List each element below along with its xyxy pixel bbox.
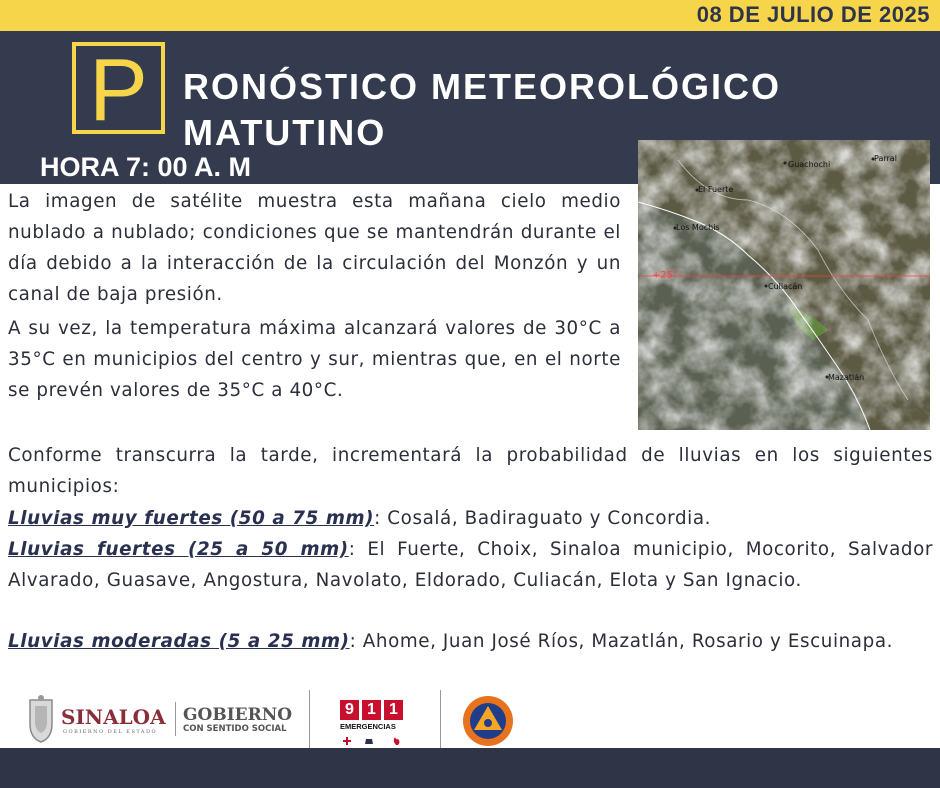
sat-city-parral: Parral xyxy=(874,154,897,163)
gobierno-logo-sub: CON SENTIDO SOCIAL xyxy=(183,724,287,734)
title-line-1: RONÓSTICO METEOROLÓGICO xyxy=(183,66,782,107)
sat-city-mazatlan: Mazatlán xyxy=(828,373,865,382)
sat-city-dot xyxy=(784,162,787,165)
rain-item xyxy=(8,534,933,596)
medical-cross-icon xyxy=(343,737,351,745)
divider xyxy=(309,690,310,748)
gobierno-logo-text: GOBIERNO xyxy=(183,705,293,725)
top-date-bar xyxy=(0,0,940,31)
emergency-digit: 1 xyxy=(384,700,403,720)
rain-item xyxy=(8,626,933,657)
satellite-image xyxy=(638,140,930,430)
rain-municipalities: : Ahome, Juan José Ríos, Mazatlán, Rosario y Escuinapa. xyxy=(349,631,894,652)
emergency-icons xyxy=(340,736,404,746)
sinaloa-logo-sub: GOBIERNO DEL ESTADO xyxy=(63,729,158,735)
rain-municipalities: : Cosalá, Badiraguato y Concordia. xyxy=(374,508,712,529)
sinaloa-logo-text: SINALOA xyxy=(61,705,166,729)
emergency-digits xyxy=(340,700,404,720)
rain-label: Lluvias muy fuertes (50 a 75 mm) xyxy=(8,508,375,529)
emergency-911-logo xyxy=(340,700,404,750)
police-icon xyxy=(365,739,373,744)
emergency-label: EMERGENCIAS xyxy=(340,722,396,731)
fire-icon xyxy=(394,737,400,745)
divider xyxy=(175,702,176,736)
footer-band xyxy=(0,748,940,788)
sat-city-culiacan: Culiacán xyxy=(768,282,803,291)
emergency-digit: 1 xyxy=(362,700,381,720)
paragraph-temperature: A su vez, la temperatura máxima alcanzará valores de 30°C a 35°C en municipios del centro y sur, mientras que, en el norte se prevén valores de 35°C a 40°C. xyxy=(8,318,621,401)
sat-city-el-fuerte: El Fuerte xyxy=(698,185,734,194)
sat-city-guachochi: Guachochi xyxy=(788,160,831,169)
emergency-digit: 9 xyxy=(340,700,359,720)
rain-label: Lluvias moderadas (5 a 25 mm) xyxy=(8,631,350,652)
proteccion-civil-seal-icon xyxy=(462,695,514,747)
paragraph-conditions: La imagen de satélite muestra esta mañana cielo medio nublado a nublado; condiciones que se mantendrán durante el día debido a la interacción de la circulación del Monzón y un canal de baja presión. xyxy=(8,191,621,305)
sat-city-los-mochis: Los Mochis xyxy=(676,223,720,232)
date-label: 08 DE JULIO DE 2025 xyxy=(696,2,930,27)
title-initial-box xyxy=(72,40,165,139)
rain-municipalities: : El Fuerte, Choix, Sinaloa municipio, Mocorito, Salvador Alvarado, Guasave, Angostura, Navolato, Eldorado, Culiacán, Elota y San Ignacio. xyxy=(8,539,933,591)
time-label: HORA 7: 00 A. M xyxy=(40,152,252,182)
divider xyxy=(440,690,441,748)
title-initial: P xyxy=(89,40,148,139)
rain-label: Lluvias fuertes (25 a 50 mm) xyxy=(8,539,349,560)
paragraph-rain-intro: Conforme transcurra la tarde, incrementará la probabilidad de lluvias en los siguientes municipios: xyxy=(8,445,933,497)
sinaloa-shield-icon xyxy=(26,694,56,744)
title-line-2: MATUTINO xyxy=(183,112,387,153)
sat-lat-label: +25° xyxy=(652,270,679,281)
rain-item xyxy=(8,503,933,534)
